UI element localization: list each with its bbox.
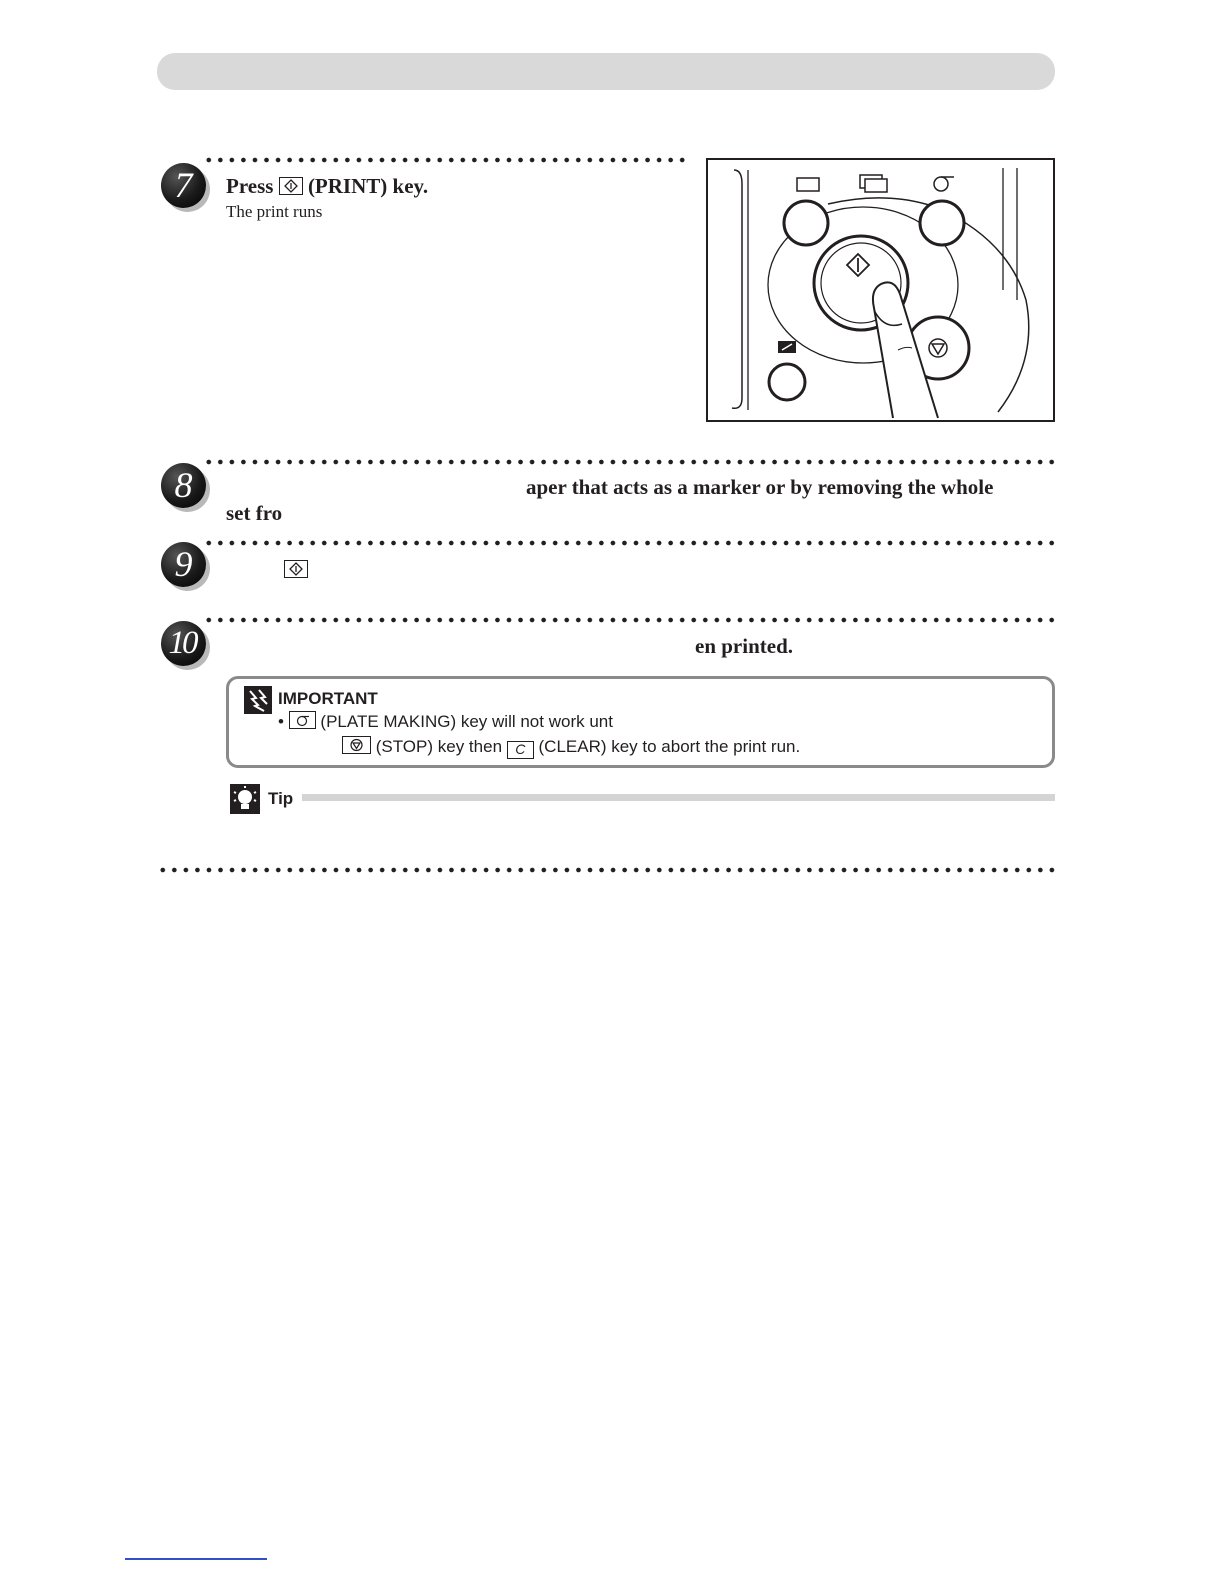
important-title: IMPORTANT [278,689,378,708]
tip-lightbulb-icon [230,784,260,814]
step-8-line1: aper that acts as a marker or by removing the whole [526,475,994,499]
step-8-line2: set fro [226,501,283,525]
important-line1 [278,711,613,732]
stop-key-icon [342,736,371,754]
important-bullet: • [278,712,284,731]
tip-label: Tip [268,789,294,808]
section-end-divider [157,867,1055,873]
tip-bar [302,794,1055,801]
important-line2-stop-text: (STOP) key then [375,737,503,756]
control-panel-drawing [708,160,1053,420]
important-lightning-icon [244,686,272,714]
step-7-number: 7 [161,163,206,208]
important-line2-clear-text: (CLEAR) key to abort the print run. [538,737,801,756]
footer-link[interactable] [125,1558,267,1560]
important-line1-text: (PLATE MAKING) key will not work unt [320,712,613,731]
step-7-title [226,174,428,199]
step-7-note: The print runs [226,202,323,221]
step-7-divider [203,157,688,163]
step-8-number: 8 [161,463,206,508]
clear-key-letter: C [515,741,526,757]
print-key-icon [279,177,303,195]
control-panel-illustration [706,158,1055,422]
step-9-divider [203,540,1055,546]
plate-making-key-icon [289,711,316,729]
step-9-number: 9 [161,542,206,587]
step-10-divider [203,617,1055,623]
important-line2 [342,736,800,759]
print-key-icon [284,560,308,578]
step-7-title-prefix: Press [226,174,274,198]
header-bar [157,53,1055,90]
clear-key-icon [507,741,534,759]
step-10-number: 10 [161,621,206,666]
step-7-title-suffix: (PRINT) key. [307,174,429,198]
step-8-divider [203,459,1055,465]
step-10-line1: en printed. [695,634,794,658]
